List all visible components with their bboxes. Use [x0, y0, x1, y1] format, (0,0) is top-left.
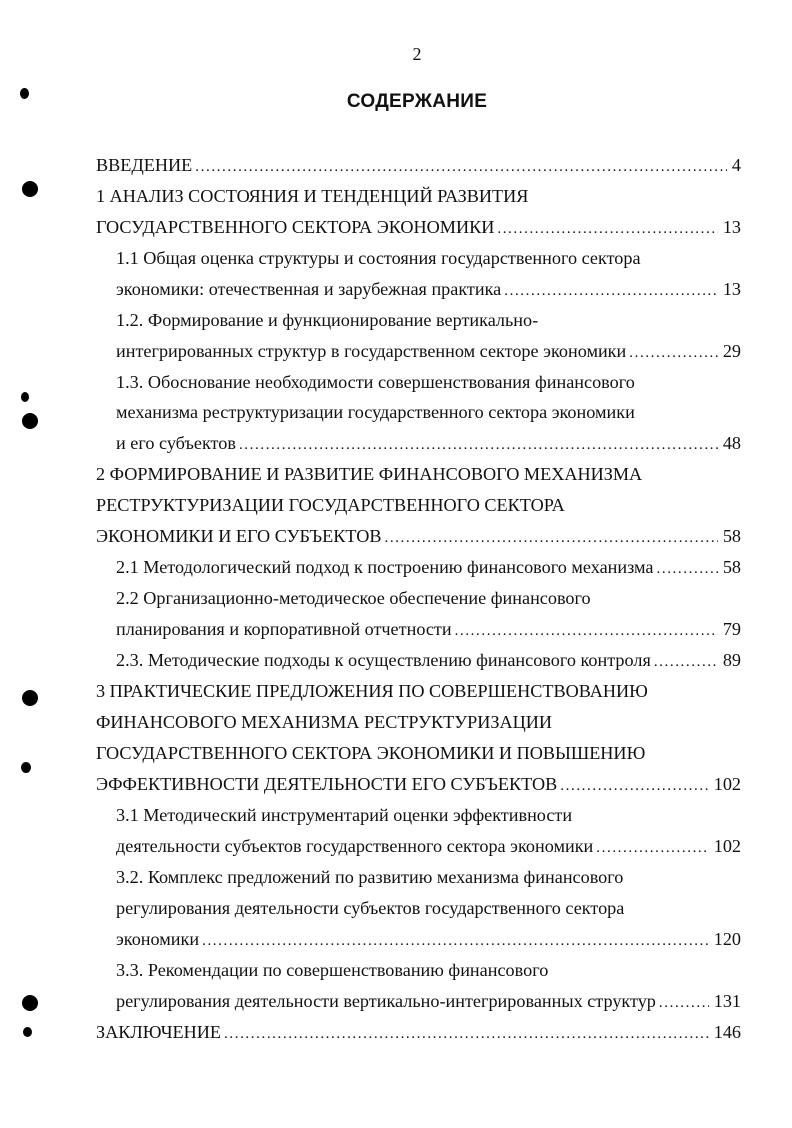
binder-hole-mark	[22, 690, 38, 706]
toc-entry-section-3-2[interactable]	[116, 926, 741, 952]
toc-entry-chapter-1[interactable]	[96, 214, 741, 240]
toc-entry-text: экономики: отечественная и зарубежная практика	[116, 279, 502, 299]
toc-entry-introduction[interactable]	[96, 152, 741, 178]
binder-hole-mark	[21, 392, 29, 402]
page-title: СОДЕРЖАНИЕ	[346, 91, 488, 112]
toc-entry-chapter-1[interactable]	[96, 183, 528, 209]
toc-entry-text: 3.1 Методический инструментарий оценки эффективности	[116, 805, 573, 825]
toc-page-number: 146	[713, 1022, 741, 1042]
toc-entry-conclusion[interactable]	[96, 1019, 741, 1045]
leader-dots	[239, 432, 718, 458]
toc-entry-text: ГОСУДАРСТВЕННОГО СЕКТОРА ЭКОНОМИКИ И ПОВЫШЕНИЮ	[96, 743, 646, 763]
toc-entry-chapter-2[interactable]	[96, 492, 565, 518]
binder-hole-mark	[22, 181, 38, 197]
leader-dots	[560, 773, 708, 799]
leader-dots	[224, 1021, 709, 1047]
toc-entry-text: и его субъектов	[116, 433, 236, 453]
toc-entry-text: ФИНАНСОВОГО МЕХАНИЗМА РЕСТРУКТУРИЗАЦИИ	[96, 712, 552, 732]
toc-entry-text: РЕСТРУКТУРИЗАЦИИ ГОСУДАРСТВЕННОГО СЕКТОРА	[96, 495, 565, 515]
toc-entry-text: ВВЕДЕНИЕ	[96, 155, 193, 175]
leader-dots	[195, 154, 727, 180]
leader-dots	[202, 928, 709, 954]
toc-entry-section-1-2[interactable]	[116, 307, 538, 333]
toc-entry-text: регулирования деятельности субъектов государственного сектора	[116, 898, 625, 918]
toc-entry-text: деятельности субъектов государственного сектора экономики	[116, 836, 594, 856]
toc-page-number: 89	[722, 650, 741, 670]
toc-page-number: 13	[722, 217, 741, 237]
toc-page-number: 131	[713, 991, 741, 1011]
toc-entry-text: ЭКОНОМИКИ И ЕГО СУБЪЕКТОВ	[96, 526, 382, 546]
toc-entry-section-3-2[interactable]	[116, 864, 623, 890]
toc-entry-text: 1.2. Формирование и функционирование вертикально-	[116, 310, 539, 330]
leader-dots	[654, 649, 718, 675]
toc-entry-text: регулирования деятельности вертикально-интегрированных структур	[116, 991, 656, 1011]
toc-entry-section-1-3[interactable]	[116, 430, 741, 456]
leader-dots	[504, 278, 718, 304]
toc-entry-section-2-2[interactable]	[116, 616, 741, 642]
toc-entry-section-2-1[interactable]	[116, 554, 741, 580]
toc-entry-text: механизма реструктуризации государственного сектора экономики	[116, 402, 635, 422]
leader-dots	[629, 340, 718, 366]
toc-entry-text: ЭФФЕКТИВНОСТИ ДЕЯТЕЛЬНОСТИ ЕГО СУБЪЕКТОВ	[96, 774, 558, 794]
toc-entry-text: 1 АНАЛИЗ СОСТОЯНИЯ И ТЕНДЕНЦИЙ РАЗВИТИЯ	[96, 186, 529, 206]
toc-page-number: 102	[713, 836, 741, 856]
toc-entry-text: 2 ФОРМИРОВАНИЕ И РАЗВИТИЕ ФИНАНСОВОГО МЕХАНИЗМА	[96, 464, 643, 484]
toc-entry-text: 2.3. Методические подходы к осуществлению финансового контроля	[116, 650, 651, 670]
toc-entry-section-1-1[interactable]	[116, 245, 641, 271]
toc-entry-text: планирования и корпоративной отчетности	[116, 619, 452, 639]
toc-entry-text: интегрированных структур в государственном секторе экономики	[116, 341, 627, 361]
toc-entry-section-3-2[interactable]	[116, 895, 624, 921]
toc-entry-chapter-3[interactable]	[96, 740, 645, 766]
toc-entry-chapter-3[interactable]	[96, 709, 552, 735]
toc-entry-text: 3.2. Комплекс предложений по развитию механизма финансового	[116, 867, 624, 887]
toc-page-number: 58	[722, 526, 741, 546]
toc-page-number: 58	[722, 557, 741, 577]
leader-dots	[657, 556, 718, 582]
toc-entry-text: 2.2 Организационно-методическое обеспечение финансового	[116, 588, 591, 608]
toc-entry-chapter-3[interactable]	[96, 678, 648, 704]
toc-entry-section-1-1[interactable]	[116, 276, 741, 302]
toc-entry-text: 3.3. Рекомендации по совершенствованию финансового	[116, 960, 549, 980]
toc-page-number: 29	[722, 341, 741, 361]
binder-hole-mark	[21, 762, 31, 773]
toc-entry-text: 2.1 Методологический подход к построению финансового механизма	[116, 557, 654, 577]
toc-entry-section-2-2[interactable]	[116, 585, 591, 611]
toc-entry-chapter-3[interactable]	[96, 771, 741, 797]
toc-entry-text: ГОСУДАРСТВЕННОГО СЕКТОРА ЭКОНОМИКИ	[96, 217, 495, 237]
leader-dots	[659, 990, 709, 1016]
toc-page-number: 79	[722, 619, 741, 639]
toc-entry-section-3-3[interactable]	[116, 957, 548, 983]
toc-entry-section-3-3[interactable]	[116, 988, 741, 1014]
page-number: 2	[412, 44, 422, 64]
toc-entry-section-1-3[interactable]	[116, 369, 635, 395]
toc-entry-chapter-2[interactable]	[96, 523, 741, 549]
toc-page-number: 4	[731, 155, 741, 175]
toc-entry-text: экономики	[116, 929, 200, 949]
toc-entry-text: 1.1 Общая оценка структуры и состояния государственного сектора	[116, 248, 641, 268]
toc-entry-text: 1.3. Обоснование необходимости совершенствования финансового	[116, 372, 635, 392]
binder-hole-mark	[22, 413, 38, 429]
toc-entry-text: ЗАКЛЮЧЕНИЕ	[96, 1022, 222, 1042]
leader-dots	[384, 525, 717, 551]
toc-entry-section-3-1[interactable]	[116, 802, 572, 828]
toc-entry-section-1-3[interactable]	[116, 399, 635, 425]
toc-entry-section-3-1[interactable]	[116, 833, 741, 859]
binder-hole-mark	[23, 1027, 32, 1037]
toc-page-number: 120	[713, 929, 741, 949]
leader-dots	[596, 835, 708, 861]
binder-hole-mark	[22, 995, 38, 1011]
toc-page-number: 102	[713, 774, 741, 794]
toc-page-number: 13	[722, 279, 741, 299]
toc-entry-text: 3 ПРАКТИЧЕСКИЕ ПРЕДЛОЖЕНИЯ ПО СОВЕРШЕНСТВОВАНИЮ	[96, 681, 648, 701]
toc-entry-section-1-2[interactable]	[116, 338, 741, 364]
binder-hole-mark	[20, 88, 29, 99]
toc-entry-chapter-2[interactable]	[96, 461, 642, 487]
leader-dots	[497, 216, 717, 242]
toc-page-number: 48	[722, 433, 741, 453]
leader-dots	[455, 618, 718, 644]
toc-entry-section-2-3[interactable]	[116, 647, 741, 673]
